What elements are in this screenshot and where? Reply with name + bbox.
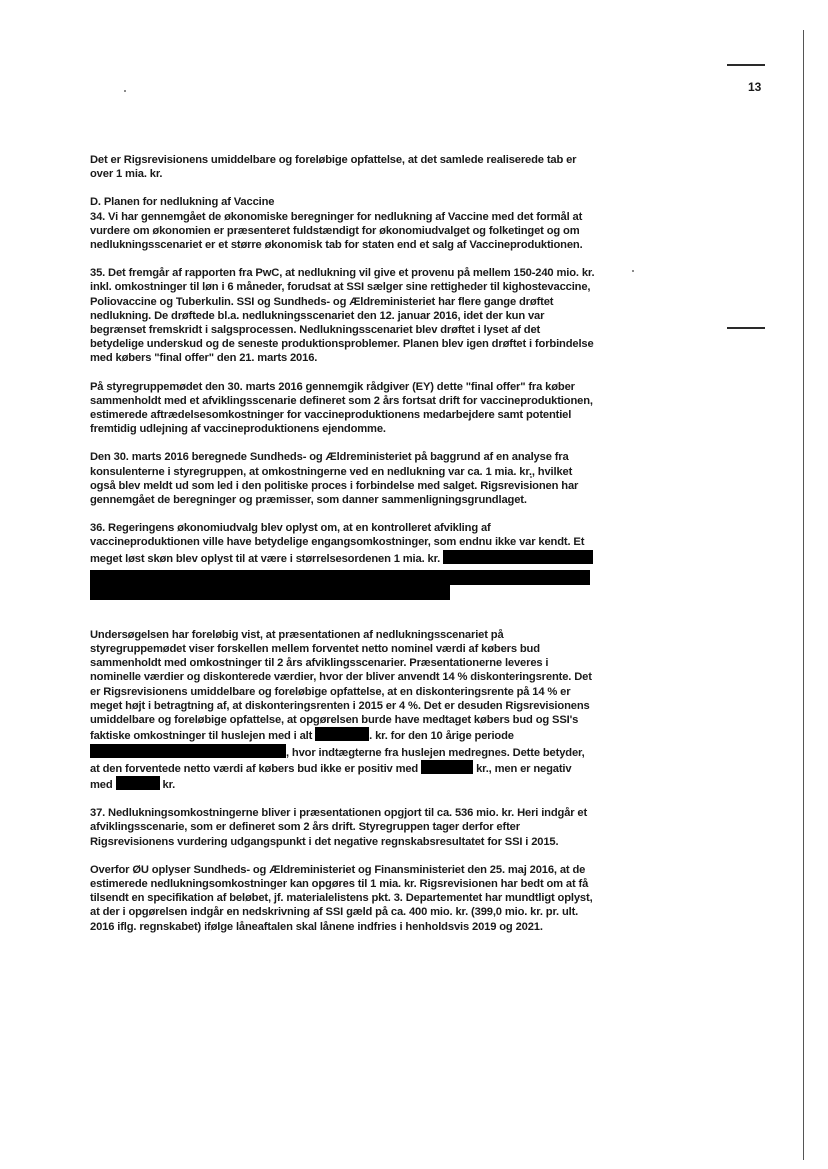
margin-rule-mid: [727, 327, 765, 329]
paragraph-undersoegelse-e: kr.: [162, 778, 176, 791]
paragraph-undersoegelse-a: Undersøgelsen har foreløbig vist, at præsentationen af nedlukningsscenariet på styregruppemødet viser forskellen mellem forventet netto nominel værdi af købers bud sammenholdt med omkostninger til 2 års afviklingsscenarier. Præsentationerne leveres i nominelle værdier og diskonterede værdier, hvor der bliver anvendt 14 % diskonteringsrente. Det er Rigsrevisionens umiddelbare og foreløbige opfattelse, at en diskonteringsrente på 14 % er meget højt i betragtning af, at diskonteringsrenten i 2015 er 4 %. Det er desuden Rigsrevisionens umiddelbare og foreløbige opfattelse, at opgørelsen burde have medtaget købers bud og SSI's faktiske omkostninger til huslejen med i alt: [90, 628, 592, 743]
scan-speck: [632, 270, 634, 272]
page-number: 13: [748, 80, 762, 94]
paragraph-30-marts: Den 30. marts 2016 beregnede Sundheds- og Ældreministeriet på baggrund af en analyse fra konsulenterne i styregruppen, at omkostningerne ved en nedlukning var ca. 1 mia. kr., hvilket også blev meldt ud som led i den politiske proces i forbindelse med salget. Rigsrevisionen har gennemgået de beregninger og præmisser, som danner sammenligningsgrundlaget.: [90, 451, 579, 507]
paragraph-35: 35. Det fremgår af rapporten fra PwC, at nedlukning vil give et provenu på mellem 150-240 mio. kr. inkl. omkostninger til løn i 6 måneder, forudsat at SSI sælger sine rettigheder til kighostevaccine, Poliovaccine og Tuberkulin. SSI og Sundheds- og Ældreministeriet har flere gange drøftet nedlukning. De drøftede bl.a. nedlukningsscenariet den 12. januar 2016, idet der kun var begrænset fremskridt i salgsprocessen. Nedlukningsscenariet blev drøftet i lyset af det betydelige underskud og de seneste produktionsproblemer. Planen blev igen drøftet i forbindelse med købers "final offer" den 21. marts 2016.: [90, 267, 595, 365]
redaction-block: [443, 550, 593, 564]
paragraph-intro: Det er Rigsrevisionens umiddelbare og foreløbige opfattelse, at det samlede realiserede tab er over 1 mia. kr.: [90, 154, 577, 181]
paragraph-styregruppe: På styregruppemødet den 30. marts 2016 gennemgik rådgiver (EY) dette "final offer" fra køber sammenholdt med et afviklingsscenarie defineret som 2 års fortsat drift for vaccineproduktionen, estimerede aftrædelsesomkostninger for vaccineproduktionens medarbejdere samt potentiel fremtidig udlejning af vaccineproduktionens ejendomme.: [90, 380, 593, 436]
redaction-block: [421, 760, 473, 774]
document-body: [90, 153, 596, 948]
paragraph-undersoegelse-c: , hvor indtægterne fra huslejen medregnes. Dette betyder, at den forventede netto værdi af købers bud ikke er positiv med: [90, 746, 585, 775]
redaction-block: [315, 727, 369, 741]
paragraph-oeu: Overfor ØU oplyser Sundheds- og Ældreministeriet og Finansministeriet den 25. maj 2016, at de estimerede nedlukningsomkostninger kan opgøres til 1 mia. kr. Rigsrevisionen har bedt om at få tilsendt en specifikation af beløbet, jf. materialelistens pkt. 3. Departementet har mundtligt oplyst, at der i opgørelsen indgår en nedskrivning af SSI gæld på ca. 400 mio. kr. (399,0 mio. kr. pr. ult. 2016 iflg. regnskabet) ifølge låneaftalen skal lånene indfries i henholdsvis 2019 og 2021.: [90, 863, 593, 933]
paragraph-undersoegelse-b: . kr. for den 10 årige periode: [369, 730, 514, 743]
redaction-block: [90, 585, 450, 600]
paragraph-37: 37. Nedlukningsomkostningerne bliver i præsentationen opgjort til ca. 536 mio. kr. Heri indgår et afviklingsscenarie, som er defineret som 2 års drift. Styregruppen tager derfor efter Rigsrevisionens vurdering udgangspunkt i det negative regnskabsresultatet for SSI i 2015.: [90, 807, 588, 848]
paragraph-undersoegelse: [90, 628, 596, 792]
paragraph-36: [90, 521, 596, 566]
redaction-block: [90, 744, 286, 758]
redaction-block: [116, 776, 160, 790]
paragraph-undersoegelse-d: kr., men er negativ med: [90, 762, 572, 791]
redaction-block: [90, 570, 590, 585]
heading-d: D. Planen for nedlukning af Vaccine: [90, 196, 275, 209]
page-edge-line: [803, 30, 804, 1160]
paragraph-34: 34. Vi har gennemgået de økonomiske beregninger for nedlukning af Vaccine med det formål at vurdere om økonomien er præsenteret fuldstændigt for økonomiudvalget og folketinget og om nedlukningsscenariet er et større økonomisk tab for staten end et salg af Vaccineproduktionen.: [90, 210, 583, 252]
scan-speck: [124, 90, 126, 92]
paragraph-36-text: 36. Regeringens økonomiudvalg blev oplyst om, at en kontrolleret afvikling af vaccineproduktionen ville have betydelige engangsomkostninger, som endnu ikke var kendt. Et meget løst skøn blev oplyst til at være i størrelsesordenen 1 mia. kr.: [90, 522, 585, 565]
margin-rule-top: [727, 64, 765, 66]
section-heading: [90, 195, 596, 209]
